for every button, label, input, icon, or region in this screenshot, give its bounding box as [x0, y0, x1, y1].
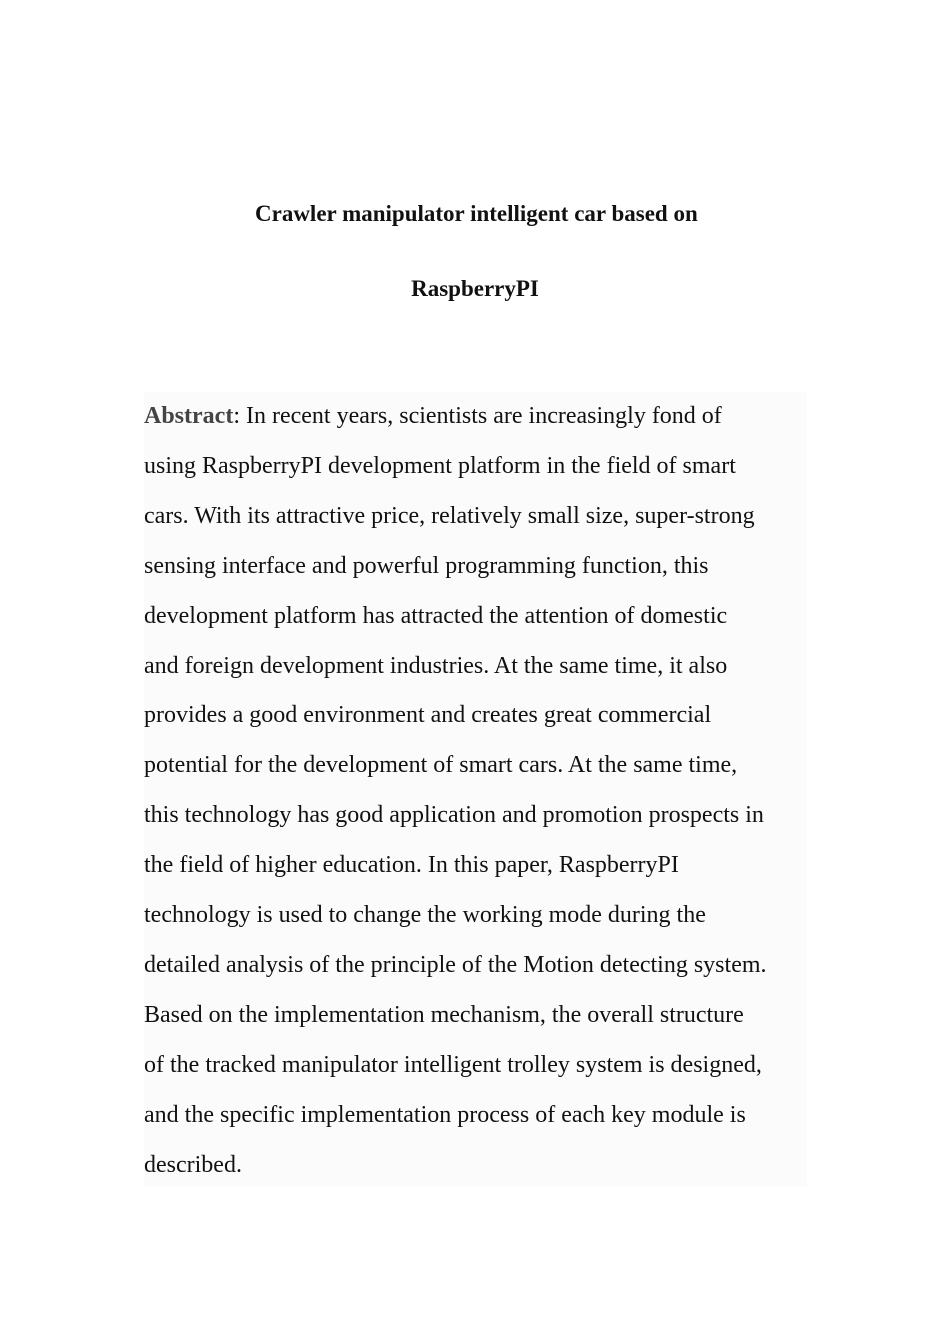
abstract-line: described.: [144, 1151, 242, 1178]
abstract-line: and foreign development industries. At the same time, it also: [144, 652, 728, 679]
abstract-line: detailed analysis of the principle of the Motion detecting system.: [144, 951, 767, 978]
abstract-block: [144, 392, 807, 1187]
abstract-line: potential for the development of smart cars. At the same time,: [144, 752, 738, 779]
paper-title-line-1: Crawler manipulator intelligent car based on: [255, 201, 698, 226]
abstract-line: the field of higher education. In this paper, RaspberryPI: [144, 852, 679, 879]
abstract-line-text: : In recent years, scientists are increasingly fond of: [233, 403, 722, 429]
paper-title-line-2: RaspberryPI: [411, 276, 539, 301]
abstract-line: cars. With its attractive price, relatively small size, super-strong: [144, 502, 755, 529]
abstract-label: Abstract: [144, 403, 234, 429]
abstract-line: sensing interface and powerful programming function, this: [144, 552, 709, 579]
abstract-line: of the tracked manipulator intelligent trolley system is designed,: [144, 1051, 762, 1078]
abstract-line: using RaspberryPI development platform in the field of smart: [144, 452, 736, 479]
abstract-line: Based on the implementation mechanism, the overall structure: [144, 1001, 744, 1028]
abstract-line: technology is used to change the working mode during the: [144, 902, 706, 929]
abstract-line: [144, 392, 807, 442]
abstract-line: and the specific implementation process of each key module is: [144, 1101, 746, 1128]
abstract-line: development platform has attracted the attention of domestic: [144, 602, 728, 629]
abstract-line: provides a good environment and creates great commercial: [144, 702, 712, 729]
abstract-line: this technology has good application and promotion prospects in: [144, 802, 764, 829]
